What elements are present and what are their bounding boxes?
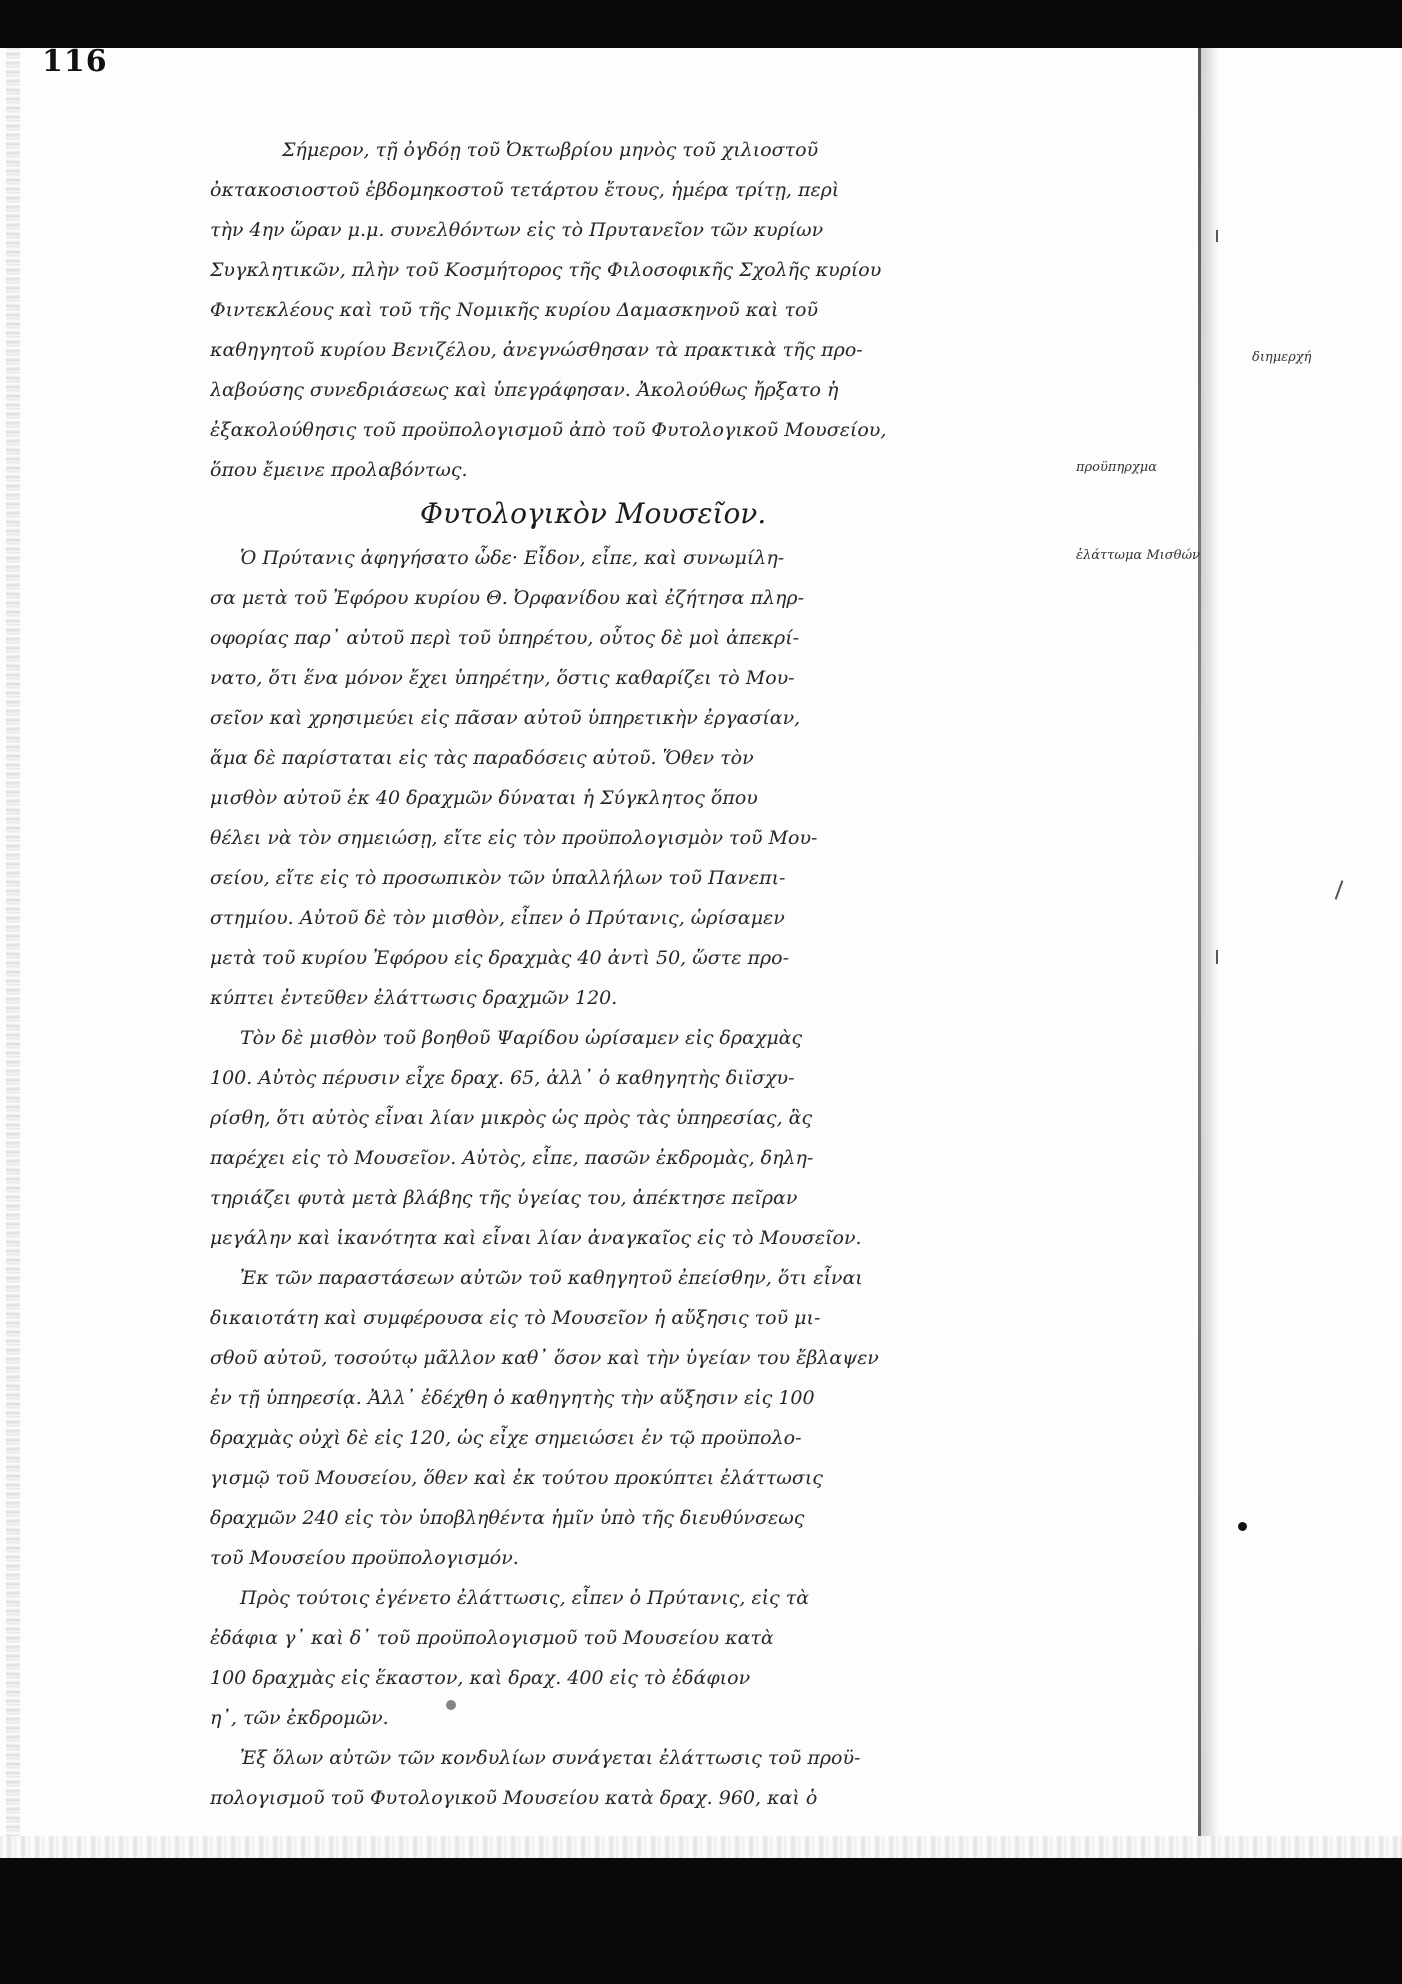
margin-dot (1238, 1522, 1247, 1531)
manuscript-line: Πρὸς τούτοις ἐγένετο ἐλάττωσις, εἶπεν ὁ Πρύτανις, εἰς τὰ (240, 1587, 810, 1609)
manuscript-line: τηριάζει φυτὰ μετὰ βλάβης τῆς ὑγείας του, ἀπέκτησε πεῖραν (210, 1187, 798, 1209)
manuscript-line: Ἐξ ὅλων αὐτῶν τῶν κονδυλίων συνάγεται ἐλάττωσις τοῦ προϋ- (240, 1747, 861, 1769)
ink-blot (446, 1700, 456, 1710)
margin-tick (1216, 950, 1218, 964)
manuscript-body (210, 130, 1050, 1818)
manuscript-line: 100. Αὐτὸς πέρυσιν εἶχε δραχ. 65, ἀλλ᾽ ὁ καθηγητὴς διϊσχυ- (210, 1067, 795, 1089)
manuscript-line: ἐν τῇ ὑπηρεσίᾳ. Ἀλλ᾽ ἐδέχθη ὁ καθηγητὴς τὴν αὔξησιν εἰς 100 (210, 1387, 815, 1409)
manuscript-line: καθηγητοῦ κυρίου Βενιζέλου, ἀνεγνώσθησαν τὰ πρακτικὰ τῆς προ- (210, 339, 863, 361)
bottom-black-border (0, 1858, 1402, 1984)
manuscript-line: ὀκτακοσιοστοῦ ἑβδομηκοστοῦ τετάρτου ἔτους, ἡμέρα τρίτῃ, περὶ (210, 179, 840, 201)
manuscript-line: πολογισμοῦ τοῦ Φυτολογικοῦ Μουσείου κατὰ δραχ. 960, καὶ ὁ (210, 1787, 818, 1809)
manuscript-line: παρέχει εἰς τὸ Μουσεῖον. Αὐτὸς, εἶπε, πασῶν ἐκδρομὰς, δηλη- (210, 1147, 814, 1169)
manuscript-line: Φιντεκλέους καὶ τοῦ τῆς Νομικῆς κυρίου Δαμασκηνοῦ καὶ τοῦ (210, 299, 818, 321)
page-number: 116 (42, 44, 108, 79)
manuscript-line: στημίου. Αὐτοῦ δὲ τὸν μισθὸν, εἶπεν ὁ Πρύτανις, ὡρίσαμεν (210, 907, 785, 929)
manuscript-line: Ὁ Πρύτανις ἀφηγήσατο ὧδε· Εἶδον, εἶπε, καὶ συνωμίλη- (240, 547, 785, 569)
section-heading: Φυτολογικὸν Μουσεῖον. (420, 497, 767, 530)
manuscript-line: η᾽, τῶν ἐκδρομῶν. (210, 1707, 389, 1729)
manuscript-line: ἐδάφια γ᾽ καὶ δ᾽ τοῦ προϋπολογισμοῦ τοῦ Μουσείου κατὰ (210, 1627, 774, 1649)
margin-note: ἐλάττωμα Μισθών (1076, 548, 1200, 563)
margin-note: διημερχή (1252, 350, 1312, 365)
manuscript-line: δικαιοτάτη καὶ συμφέρουσα εἰς τὸ Μουσεῖον ἡ αὔξησις τοῦ μι- (210, 1307, 821, 1329)
manuscript-line: Τὸν δὲ μισθὸν τοῦ βοηθοῦ Ψαρίδου ὡρίσαμεν εἰς δραχμὰς (240, 1027, 803, 1049)
manuscript-line: οφορίας παρ᾽ αὐτοῦ περὶ τοῦ ὑπηρέτου, οὗτος δὲ μοὶ ἀπεκρί- (210, 627, 800, 649)
manuscript-line: 100 δραχμὰς εἰς ἕκαστον, καὶ δραχ. 400 εἰς τὸ ἐδάφιον (210, 1667, 751, 1689)
manuscript-line: νατο, ὅτι ἕνα μόνον ἔχει ὑπηρέτην, ὅστις καθαρίζει τὸ Μου- (210, 667, 795, 689)
manuscript-line: Ἐκ τῶν παραστάσεων αὐτῶν τοῦ καθηγητοῦ ἐπείσθην, ὅτι εἶναι (240, 1267, 863, 1289)
manuscript-line: Σήμερον, τῇ ὀγδόῃ τοῦ Ὀκτωβρίου μηνὸς τοῦ χιλιοστοῦ (282, 139, 819, 161)
manuscript-line: τὴν 4ην ὥραν μ.μ. συνελθόντων εἰς τὸ Πρυτανεῖον τῶν κυρίων (210, 219, 824, 241)
top-black-border (0, 0, 1402, 48)
manuscript-line: κύπτει ἐντεῦθεν ἐλάττωσις δραχμῶν 120. (210, 987, 618, 1009)
manuscript-line: τοῦ Μουσείου προϋπολογισμόν. (210, 1547, 519, 1569)
margin-note: προϋπηρχμα (1076, 460, 1157, 475)
manuscript-line: μισθὸν αὐτοῦ ἐκ 40 δραχμῶν δύναται ἡ Σύγκλητος ὅπου (210, 787, 758, 809)
margin-tick (1216, 230, 1218, 242)
manuscript-line: γισμῷ τοῦ Μουσείου, ὅθεν καὶ ἐκ τούτου προκύπτει ἐλάττωσις (210, 1467, 823, 1489)
manuscript-line: μεγάλην καὶ ἱκανότητα καὶ εἶναι λίαν ἀναγκαῖος εἰς τὸ Μουσεῖον. (210, 1227, 862, 1249)
manuscript-line: σεῖον καὶ χρησιμεύει εἰς πᾶσαν αὐτοῦ ὑπηρετικὴν ἐργασίαν, (210, 707, 801, 729)
manuscript-line: δραχμῶν 240 εἰς τὸν ὑποβληθέντα ἡμῖν ὑπὸ τῆς διευθύνσεως (210, 1507, 805, 1529)
page-bottom-edge (0, 1836, 1402, 1858)
manuscript-line: ἐξακολούθησις τοῦ προϋπολογισμοῦ ἀπὸ τοῦ Φυτολογικοῦ Μουσείου, (210, 419, 887, 441)
manuscript-line: σείου, εἴτε εἰς τὸ προσωπικὸν τῶν ὑπαλλήλων τοῦ Πανεπι- (210, 867, 786, 889)
manuscript-line: ὅπου ἔμεινε προλαβόντως. (210, 459, 468, 481)
manuscript-line: λαβούσης συνεδριάσεως καὶ ὑπεγράφησαν. Ἀκολούθως ἤρξατο ἡ (210, 379, 839, 401)
manuscript-line: ρίσθη, ὅτι αὐτὸς εἶναι λίαν μικρὸς ὡς πρὸς τὰς ὑπηρεσίας, ἃς (210, 1107, 813, 1129)
manuscript-line: δραχμὰς οὐχὶ δὲ εἰς 120, ὡς εἶχε σημειώσει ἐν τῷ προϋπολο- (210, 1427, 802, 1449)
page-left-edge (6, 48, 20, 1858)
manuscript-line: σθοῦ αὐτοῦ, τοσούτῳ μᾶλλον καθ᾽ ὅσον καὶ τὴν ὑγείαν του ἔβλαψεν (210, 1347, 879, 1369)
manuscript-line: θέλει νὰ τὸν σημειώσῃ, εἴτε εἰς τὸν προϋπολογισμὸν τοῦ Μου- (210, 827, 818, 849)
manuscript-line: μετὰ τοῦ κυρίου Ἐφόρου εἰς δραχμὰς 40 ἀντὶ 50, ὥστε προ- (210, 947, 789, 969)
manuscript-line: σα μετὰ τοῦ Ἐφόρου κυρίου Θ. Ὀρφανίδου καὶ ἐζήτησα πληρ- (210, 587, 805, 609)
manuscript-line: Συγκλητικῶν, πλὴν τοῦ Κοσμήτορος τῆς Φιλοσοφικῆς Σχολῆς κυρίου (210, 259, 882, 281)
manuscript-line: ἅμα δὲ παρίσταται εἰς τὰς παραδόσεις αὐτοῦ. Ὅθεν τὸν (210, 747, 754, 769)
